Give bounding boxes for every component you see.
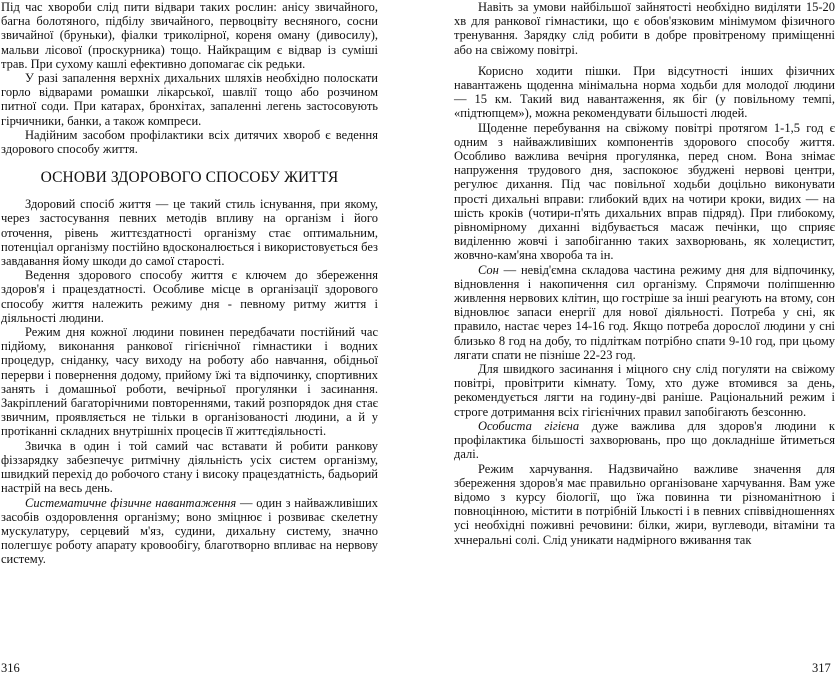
physical-load-text: — один з найважливіших засобів оздоровлення організму; воно зміцнює і розвиває скелетну мускулатуру, серцевий м'яз, судини, дихальну систему, значно полегшує роботу апарату кровообігу, благотворно впливає на нервову систему. bbox=[1, 495, 378, 567]
hygiene-text: дуже важлива для здоров'я людини к профілактика більшості захворювань, про що докладніше йтиметься далі. bbox=[454, 418, 836, 462]
paragraph-prevention: Надійним засобом профілактики всіх дитячих хвороб є ведення здорового способу життя. bbox=[1, 127, 378, 157]
paragraph-walking: Корисно ходити пішки. При відсутності інших фізичних навантажень щоденна мінімальна норма ходьби для молодої людини — 15 км. Такий вид навантаження, як біг (у повільному темпі, «підтюпцем»), можна рекомендувати більшості людей. bbox=[454, 63, 835, 121]
paragraph-nutrition: Режим харчування. Надзвичайно важливе значення для збереження здоров'я має правильно організоване харчування. Вам уже відомо з курсу біології, що їжа повинна ти різноманітною і повноцінною, містити в потрібній Ількості і в певних співвідношеннях усі необхідні поживні речовини: білки, жири, вуглеводи, вітаміни та хчнеральні солі. Слід уникати надмірного вживання так bbox=[454, 461, 835, 547]
paragraph-daily-regime: Ведення здорового способу життя є ключем до збереження здоров'я і працездатності. Особливе місце в організації здорового способу життя належить режиму дня - певному ритму життя і діяльності людини. bbox=[1, 268, 378, 325]
paragraph-sleep-advice: Для швидкого засинання і міцного сну слід погуляти на свіжому повітрі, провітрити кімнату. Тому, хто дуже втомився за день, рекомендується лягти на годину-дві раніше. Раціональний режим і строге дотримання всіх гігієнічних правил запобігають безсонню. bbox=[454, 362, 835, 419]
paragraph-herbal-remedies: Під час хвороби слід пити відвари таких рослин: анісу звичайного, багна болотяного, підбілу звичайного, первоцвіту весняного, сосни звичайної (бруньки), фіалки триколірної, кореня оману (дивосилу), мальви лісової (проскурника) тощо. Найкращим є відвар із суміші трав. При сухому кашлі ефективно допомагає сік редьки. bbox=[1, 0, 378, 71]
term-hygiene: Особиста гігієна bbox=[478, 418, 580, 433]
section-heading: ОСНОВИ ЗДОРОВОГО СПОСОБУ ЖИТТЯ bbox=[40, 169, 339, 187]
paragraph-hygiene bbox=[454, 419, 835, 462]
paragraph-gymnastics: Навіть за умови найбільшої зайнятості необхідно виділяти 15-20 хв для ранкової гімнастики, що є обов'язковим мінімумом фізичного тренування. Зарядку слід робити в добре провітреному приміщенні або на свіжому повітрі. bbox=[454, 0, 835, 57]
sleep-text: — невід'ємна складова частина режиму дня для відпочинку, відновлення і накопичення сил організму. Спрямочи поліпшенню живлення нервових клітин, що гостріше за інші реагують на втому, сон відновлює запаси енергії для нової діяльності. Потреба у сні, як правило, настає через 14-16 год. Якщо потреба дорослої людини у сні близько 8 год на добу, то підліткам потрібно спати 9-10 год, при цьому лягати спати не пізніше 22-23 год. bbox=[454, 262, 835, 362]
page-number-left: 316 bbox=[1, 661, 20, 675]
term-physical-load: Систематичне фізичне навантаження bbox=[25, 495, 237, 510]
page-number-right: 317 bbox=[812, 661, 831, 675]
paragraph-gargling: У разі запалення верхніх дихальних шляхів необхідно полоскати горло відварами ромашки лікарської, шавлії тощо або розчином питної соди. При катарах, бронхітах, запаленні легень застосовують гірчичники, банки, а також компреси. bbox=[1, 71, 378, 128]
right-page-column bbox=[454, 0, 835, 547]
paragraph-sleep bbox=[454, 263, 835, 362]
paragraph-fresh-air: Щоденне перебування на свіжому повітрі протягом 1-1,5 год є одним з найважливіших компонентів здорового способу життя. Особливо важлива вечірня прогулянка, перед сном. Вона знімає напруження трудового дня, заспокоює збуджені нервові центри, регулює дихання. Під час повільної ходьби доцільно виконувати прості дихальні вправи: глибокий вдих на чотири кроки, видих — на шість кроків (чотири-п'ять дихальних вправ підряд). При глибокому, рівномірному диханні відбувається масаж печінки, що сприяє виділенню жовчі і запобіганню таких захворювань, як холецистит, жовчно-кам'яна хвороба та ін. bbox=[454, 120, 835, 263]
paragraph-morning-exercise: Звичка в один і той самий час вставати й робити ранкову фіззарядку забезпечує ритмічну діяльність усіх систем організму, швидкий перехід до робочого стану і високу працездатність, бадьорий настрій на весь день. bbox=[1, 438, 378, 496]
left-page-column bbox=[1, 0, 378, 567]
paragraph-healthy-lifestyle: Здоровий спосіб життя — це такий стиль існування, при якому, через застосування певних методів впливу на організм і його оточення, рівень життєздатності організму стає оптимальним, потенціал організму постійно вдосконалюється і використовується без завдавання йому шкоди до самої старості. bbox=[1, 197, 378, 269]
paragraph-daily-schedule: Режим дня кожної людини повинен передбачати постійний час підйому, виконання ранкової гігієнічної гімнастики і водних процедур, сніданку, часу виходу на роботу або навчання, обідньої перерви і повернення додому, прийому їжі та відпочинку, спортивних занять і домашньої роботи, вечірньої прогулянки і засинання. Закріплений багаторічними повтореннями, такий розпорядок дня стає звичним, проявляється не тільки в організованості людини, а й у протіканні складних внутрішніх процесів її життєдіяльності. bbox=[1, 325, 378, 439]
term-sleep: Сон bbox=[478, 262, 499, 277]
paragraph-physical-load bbox=[1, 496, 378, 567]
